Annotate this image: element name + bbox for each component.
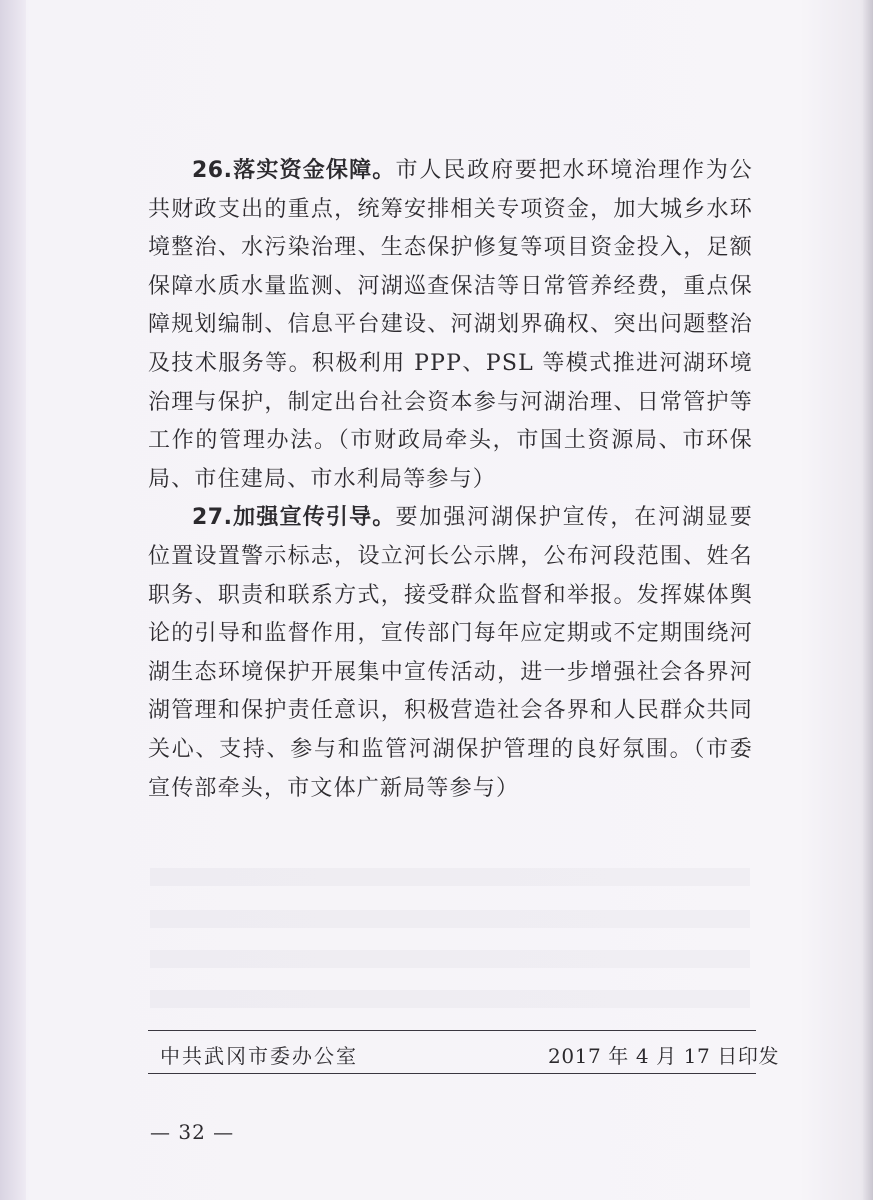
page-right-edge xyxy=(863,0,873,1200)
footer-rule-bottom xyxy=(148,1073,756,1074)
paragraph-26 xyxy=(148,152,753,499)
paragraph-text: 要加强河湖保护宣传，在河湖显要位置设置警示标志，设立河长公示牌，公布河段范围、姓名职务、职责和联系方式，接受群众监督和举报。发挥媒体舆论的引导和监督作用，宣传部门每年应定期或不定期围绕河湖生态环境保护开展集中宣传活动，进一步增强社会各界河湖管理和保护责任意识，积极营造社会各界和人民群众共同关心、支持、参与和监管河湖保护管理的良好氛围。（市委宣传部牵头，市文体广新局等参与） xyxy=(148,505,753,801)
footer-issuer: 中共武冈市委办公室 xyxy=(160,1044,358,1068)
paragraph-text: 市人民政府要把水环境治理作为公共财政支出的重点，统筹安排相关专项资金，加大城乡水环境整治、水污染治理、生态保护修复等项目资金投入，足额保障水质水量监测、河湖巡查保洁等日常管养经费，重点保障规划编制、信息平台建设、河湖划界确权、突出问题整治及技术服务等。积极利用 PPP、PSL 等模式推进河湖环境治理与保护，制定出台社会资本参与河湖治理、日常管护等工作的管理办法。（市财政局牵头，市国土资源局、市环保局、市住建局、市水利局等参与） xyxy=(148,158,753,492)
bleed-through-line xyxy=(150,868,750,886)
page-left-edge xyxy=(0,0,26,1200)
footer-rule-top xyxy=(148,1030,756,1031)
bleed-through-line xyxy=(150,990,750,1008)
footer-date: 2017 年 4 月 17 日印发 xyxy=(548,1044,780,1068)
page-number: — 32 — xyxy=(150,1120,235,1144)
bleed-through-line xyxy=(150,910,750,928)
paragraph-heading: 27.加强宣传引导。 xyxy=(192,505,396,531)
paragraph-27 xyxy=(148,499,753,808)
paragraph-heading: 26.落实资金保障。 xyxy=(192,158,396,183)
bleed-through-line xyxy=(150,950,750,968)
document-body xyxy=(148,152,753,808)
